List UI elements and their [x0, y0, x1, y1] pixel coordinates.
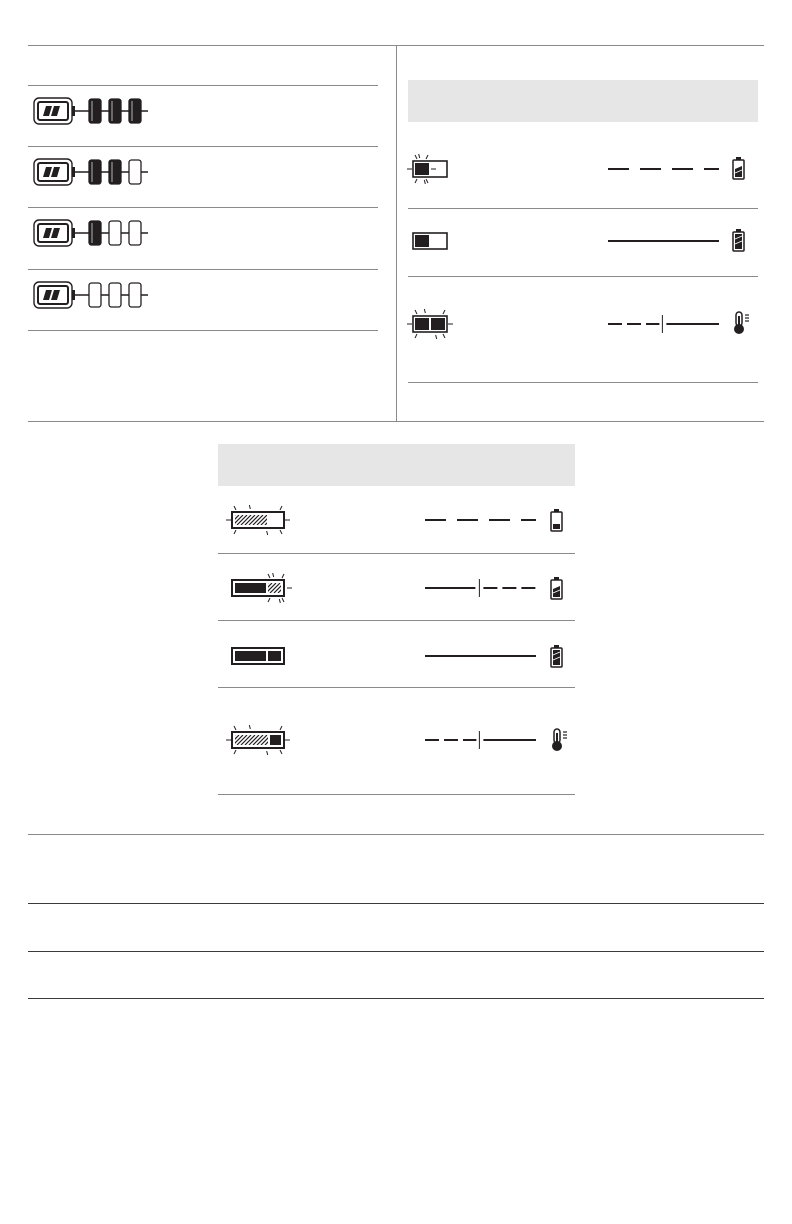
charger-status-row [408, 150, 758, 194]
charger-led-left [415, 235, 429, 247]
table-row-rule [218, 620, 575, 621]
fuel-led-highlight [91, 162, 93, 182]
fuel-led-highlight [111, 101, 113, 121]
fuel-led-off [129, 221, 141, 245]
battery-charging-icon [551, 577, 562, 599]
fuel-gauge-row-rule [28, 330, 378, 331]
charger-bar-row [218, 634, 575, 684]
table-row-rule [408, 276, 758, 277]
fuel-gauge-row-rule [28, 146, 378, 147]
charger-led-left [415, 163, 429, 175]
fuel-led-lit [89, 160, 101, 184]
fuel-led-lit [89, 99, 101, 123]
fuel-led-highlight [111, 162, 113, 182]
battery-pack-terminal [72, 167, 75, 177]
charger-status-row [408, 222, 758, 266]
fuel-led-off [109, 283, 121, 307]
battery-full-icon [733, 229, 744, 251]
battery-level-mark [43, 228, 52, 238]
section-rule [28, 421, 764, 422]
fuel-gauge-indicator [32, 218, 150, 248]
lower-table-rule [28, 951, 764, 952]
fuel-led-highlight [91, 223, 93, 243]
battery-level-mark [43, 290, 52, 300]
battery-low-icon [551, 509, 562, 531]
battery-level-mark [51, 228, 60, 238]
table-row-rule [408, 382, 758, 383]
battery-pack-terminal [72, 290, 75, 300]
lower-table-rule [28, 998, 764, 999]
fuel-led-off [89, 283, 101, 307]
table-header-band [408, 80, 758, 122]
battery-level-mark [43, 106, 52, 116]
fuel-led-off [129, 160, 141, 184]
battery-level-mark [43, 167, 52, 177]
charger-bar-row [218, 718, 575, 768]
lower-table-rule [28, 903, 764, 904]
table-row-rule [218, 553, 575, 554]
table-row-rule [218, 687, 575, 688]
fuel-gauge-indicator [32, 280, 150, 310]
battery-level-mark [51, 106, 60, 116]
charger-bar-row [218, 498, 575, 548]
battery-charging-icon [733, 157, 744, 179]
charger-bar-end [270, 735, 281, 745]
charger-bar-end [268, 651, 281, 661]
fuel-led-highlight [91, 101, 93, 121]
table-row-rule [408, 208, 758, 209]
battery-full-icon [551, 645, 562, 667]
table-header-band [218, 444, 575, 486]
top-rule-right [396, 45, 764, 46]
column-divider [396, 45, 397, 422]
table-row-rule [218, 794, 575, 795]
fuel-led-lit [109, 99, 121, 123]
fuel-led-lit [89, 221, 101, 245]
fuel-gauge-row-rule [28, 207, 378, 208]
charger-bar-fill [235, 651, 266, 661]
fuel-gauge-row-rule [28, 85, 378, 86]
fuel-led-lit [129, 99, 141, 123]
lower-section-rule [28, 834, 764, 835]
charger-led-right [431, 318, 445, 330]
fuel-led-off [129, 283, 141, 307]
fuel-gauge-row-rule [28, 269, 378, 270]
battery-level-mark [51, 290, 60, 300]
battery-pack-terminal [72, 228, 75, 238]
charger-bar-row [218, 566, 575, 616]
fuel-gauge-indicator [32, 157, 150, 187]
battery-pack-terminal [72, 106, 75, 116]
thermometer-icon [734, 312, 749, 334]
battery-level-mark [51, 167, 60, 177]
fuel-gauge-indicator [32, 96, 150, 126]
thermometer-icon [552, 729, 567, 751]
charger-status-row [408, 305, 758, 349]
top-rule-left [28, 45, 396, 46]
charger-led-left [415, 318, 429, 330]
fuel-led-highlight [131, 101, 133, 121]
fuel-led-lit [109, 160, 121, 184]
fuel-led-off [109, 221, 121, 245]
